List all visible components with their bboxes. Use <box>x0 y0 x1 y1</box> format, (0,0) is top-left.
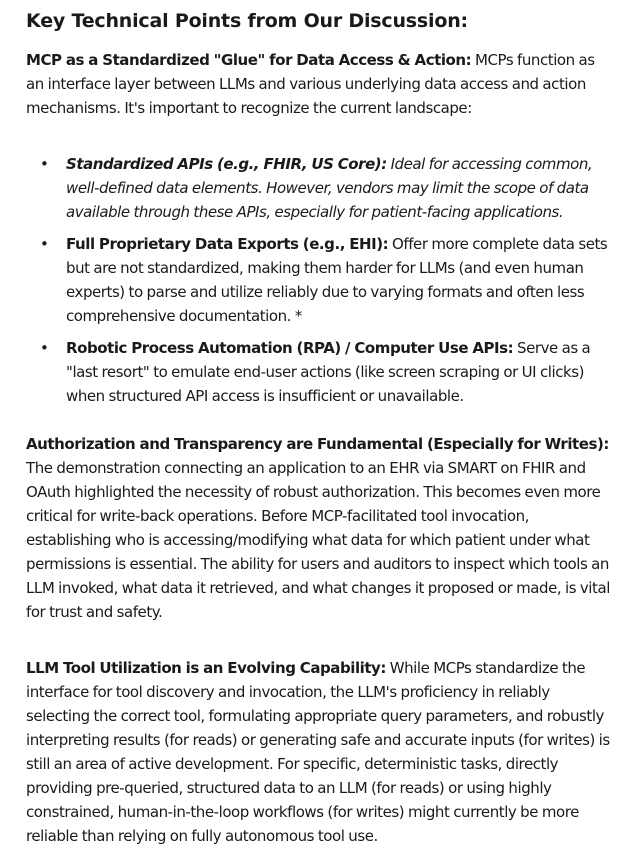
data-access-list <box>26 152 611 408</box>
mcp-lead: MCP as a Standardized "Glue" for Data Access & Action: <box>26 51 472 69</box>
auth-text: The demonstration connecting an application to an EHR via SMART on FHIR and OAuth highlighted the necessity of robust authorization. This becomes even more critical for write-back operations. Before MCP-facilitated tool invocation, establishing who is accessing/modifying what data for which patient under what permissions is essential. The ability for users and auditors to inspect which tools an LLM invoked, what data it retrieved, and what changes it proposed or made, is vital for trust and safety. <box>26 459 610 621</box>
bullet-icon: • <box>40 235 49 253</box>
list-item-lead: Robotic Process Automation (RPA) / Computer Use APIs: <box>66 339 514 357</box>
section-heading: Key Technical Points from Our Discussion: <box>26 10 468 32</box>
list-item-lead: Full Proprietary Data Exports (e.g., EHI): <box>66 235 389 253</box>
auth-lead: Authorization and Transparency are Fundamental (Especially for Writes): <box>26 435 609 453</box>
auth-paragraph <box>26 432 611 624</box>
bullet-icon: • <box>40 339 49 357</box>
bullet-icon: • <box>40 155 49 173</box>
list-item-standardized-apis <box>40 152 611 224</box>
list-item-text: Serve as a "last resort" to emulate end-user actions (like screen scraping or UI clicks) when structured API access is insufficient or unavailable. <box>66 339 591 405</box>
list-item-proprietary-exports <box>40 232 611 328</box>
mcp-paragraph <box>26 48 611 120</box>
llm-lead: LLM Tool Utilization is an Evolving Capability: <box>26 659 386 677</box>
list-item-lead: Standardized APIs (e.g., FHIR, US Core): <box>66 155 387 173</box>
list-item-text: Offer more complete data sets but are not standardized, making them harder for LLMs (and even human experts) to parse and utilize reliably due to varying formats and often less comprehensive documentation. * <box>66 235 608 325</box>
list-item-rpa <box>40 336 611 408</box>
list-item-text: Ideal for accessing common, well-defined data elements. However, vendors may limit the scope of data available through these APIs, especially for patient-facing applications. <box>66 155 593 221</box>
llm-paragraph <box>26 656 611 848</box>
mcp-text: MCPs function as an interface layer between LLMs and various underlying data access and action mechanisms. It's important to recognize the current landscape: <box>26 51 595 117</box>
llm-text: While MCPs standardize the interface for tool discovery and invocation, the LLM's proficiency in reliably selecting the correct tool, formulating appropriate query parameters, and robustly interpreting results (for reads) or generating safe and accurate inputs (for writes) is still an area of active development. For specific, deterministic tasks, directly providing pre-queried, structured data to an LLM (for reads) or using highly constrained, human-in-the-loop workflows (for writes) might currently be more reliable than relying on fully autonomous tool use. <box>26 659 610 845</box>
